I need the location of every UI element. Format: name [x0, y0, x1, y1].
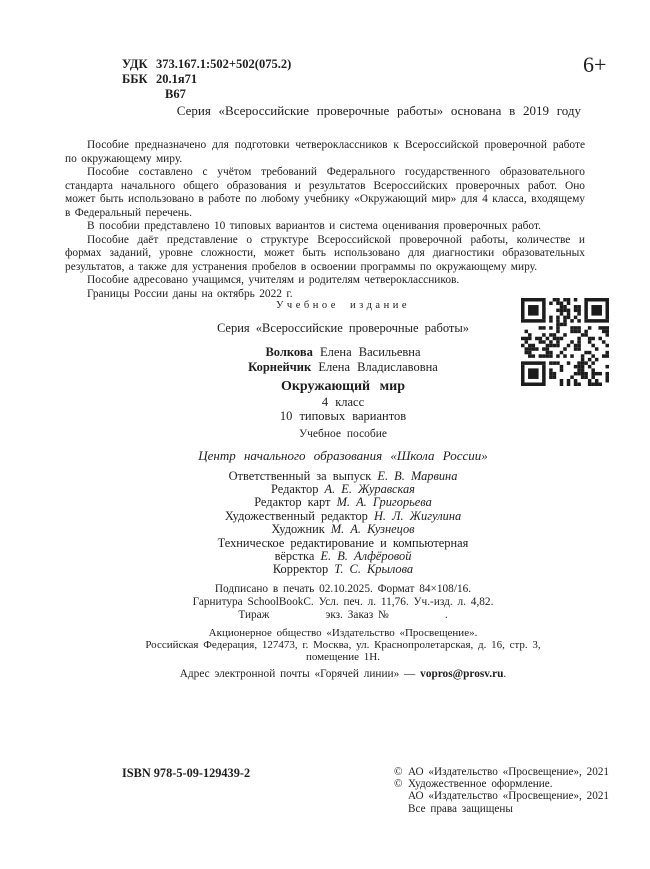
copyright-line	[394, 790, 609, 802]
udk-label: УДК	[122, 57, 148, 71]
credit-line	[78, 550, 608, 563]
copyright-symbol: ©	[394, 778, 403, 791]
credit-role: Редактор карт	[254, 495, 331, 510]
annotation-paragraph: Пособие составлено с учётом требований Федерального государственного образовательного стандарта начального общего образования и результатов Всероссийских проверочных работ. Оно может быть использовано в работе по любому учебнику «Окружающий мир» для 4 класса, входящему в Федеральный перечень.	[65, 166, 585, 219]
publisher-block	[78, 627, 608, 680]
author-surname: Корнейчик	[248, 360, 312, 374]
bbk-value: 20.1я71	[156, 72, 198, 86]
hotline-email: vopros@prosv.ru	[420, 667, 504, 680]
series-founded-line: Серия «Всероссийские проверочные работы» основана в 2019 году	[176, 103, 581, 118]
credit-name: М. А. Кузнецов	[330, 522, 415, 537]
print-info-block	[78, 583, 608, 622]
credit-line	[78, 496, 608, 509]
publisher-line: Акционерное общество «Издательство «Просвещение».	[208, 626, 478, 639]
edition-column	[78, 300, 608, 680]
tirazh-label: Тираж	[238, 608, 270, 621]
credit-role: Редактор	[271, 482, 319, 496]
credit-name: Н. Л. Жигулина	[373, 508, 462, 523]
edition-kind: Учебное издание	[276, 300, 410, 311]
book-title: Окружающий мир	[280, 379, 406, 394]
age-rating-badge: 6+	[583, 52, 607, 77]
annotation-paragraph: Пособие предназначено для подготовки четвероклассников к Всероссийской проверочной работе по окружающему миру.	[65, 139, 585, 165]
author-given: Елена Владиславовна	[318, 360, 438, 374]
copyright-text: Все права защищены	[408, 802, 513, 815]
order-label: экз. Заказ №	[325, 608, 389, 621]
print-info-line: Гарнитура SchoolBookC. Усл. печ. л. 11,76. Уч.-изд. л. 4,82.	[192, 595, 494, 608]
credit-name: Т. С. Крылова	[334, 562, 414, 577]
email-prefix: Адрес электронной почты «Горячей линии» —	[179, 667, 416, 680]
author-line	[78, 345, 608, 360]
credit-name: Е. В. Марвина	[377, 468, 458, 483]
udk-row	[122, 57, 291, 72]
author-given: Елена Васильевна	[320, 345, 421, 359]
hotline-email-line	[78, 668, 608, 680]
credit-line	[78, 537, 608, 550]
edition-series: Серия «Всероссийские проверочные работы»	[216, 321, 470, 335]
bbk-label: ББК	[122, 72, 148, 86]
credit-line	[78, 470, 608, 483]
annotation-block	[65, 139, 585, 301]
credit-role: Художественный редактор	[224, 508, 368, 523]
annotation-paragraph: Пособие даёт представление о структуре Всероссийской проверочной работы, количестве и формах заданий, уровне сложности, может быть использовано для диагностики образовательных результатов, а также для устранения пробелов в освоении программы по окружающему миру.	[65, 233, 585, 273]
isbn: ISBN 978-5-09-129439-2	[122, 766, 251, 780]
copyright-symbol: ©	[394, 766, 403, 778]
copyright-text: АО «Издательство «Просвещение», 2021	[408, 790, 610, 803]
annotation-paragraph: Пособие адресовано учащимся, учителям и родителям четвероклассников.	[87, 274, 460, 286]
credit-role: вёрстка	[274, 549, 315, 564]
book-type: Учебное пособие	[298, 427, 388, 440]
print-info-line: Подписано в печать 02.10.2025. Формат 84×108/16.	[214, 582, 472, 595]
book-grade: 4 класс	[321, 395, 365, 409]
copyright-text: АО «Издательство «Просвещение», 2021	[408, 766, 610, 778]
publisher-address: Российская Федерация, 127473, г. Москва, ул. Краснопролетарская, д. 16, стр. 3,	[145, 638, 541, 651]
credit-line	[78, 483, 608, 496]
credit-name: Е. В. Алфёровой	[320, 549, 412, 564]
bbk-row	[122, 72, 291, 87]
publisher-address: помещение 1Н.	[306, 650, 380, 663]
annotation-paragraph: В пособии представлено 10 типовых вариантов и система оценивания проверочных работ.	[87, 220, 541, 232]
copyright-text: Художественное оформление.	[408, 778, 553, 791]
email-suffix: .	[503, 667, 507, 680]
author-surname: Волкова	[265, 345, 313, 359]
author-line	[78, 360, 608, 375]
udk-value: 373.167.1:502+502(075.2)	[156, 57, 292, 71]
credit-line	[78, 510, 608, 523]
tirazh-period: .	[444, 608, 448, 621]
book-code: В67	[165, 87, 186, 101]
credit-line	[78, 563, 608, 576]
credits-block	[78, 470, 608, 577]
copyright-line	[394, 766, 609, 778]
credit-name: М. А. Григорьева	[336, 495, 432, 510]
credit-line	[78, 523, 608, 536]
credit-role: Техническое редактирование и компьютерная	[217, 535, 469, 550]
copyright-line	[394, 803, 609, 815]
copyright-block	[394, 766, 609, 815]
credit-role: Художник	[271, 522, 325, 537]
education-center: Центр начального образования «Школа России»	[198, 447, 488, 463]
book-variants: 10 типовых вариантов	[279, 409, 407, 424]
classification-codes	[122, 57, 291, 102]
annotation-paragraph: Границы России даны на октябрь 2022 г.	[87, 287, 293, 300]
credit-role: Корректор	[272, 562, 329, 577]
copyright-line	[394, 778, 609, 790]
credit-name: А. Е. Журавская	[324, 482, 415, 496]
authors-block	[78, 345, 608, 375]
tirazh-line	[78, 609, 608, 622]
credit-role: Ответственный за выпуск	[228, 468, 372, 483]
